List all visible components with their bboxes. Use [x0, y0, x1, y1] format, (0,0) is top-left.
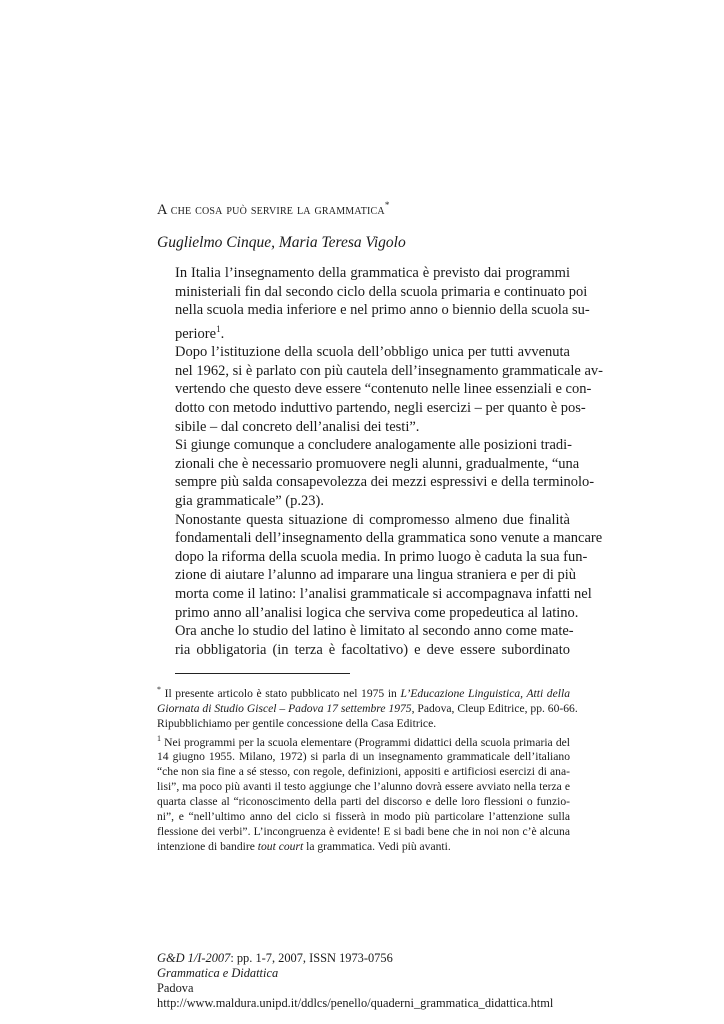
- footer-citation: [157, 951, 553, 966]
- footnote-source-title: Giornata di Studio Giscel – Padova 17 settembre 1975: [157, 701, 412, 715]
- body-line: nel 1962, si è parlato con più cautela dell’insegnamento grammaticale av-: [175, 362, 603, 379]
- footnote-text: Il presente articolo è stato pubblicato nel 1975 in: [161, 686, 401, 700]
- footnote-separator: [175, 673, 350, 674]
- body-line-text: periore: [175, 325, 217, 342]
- journal-issue: G&D 1/I-2007: [157, 951, 231, 965]
- body-line-text: .: [220, 325, 225, 342]
- body-line: Nonostante questa situazione di compromesso almeno due finalità: [175, 511, 570, 528]
- body-line: nella scuola media inferiore e nel primo anno o biennio della scuola su-: [175, 302, 590, 319]
- body-line: Ora anche lo studio del latino è limitato al secondo anno come mate-: [175, 623, 574, 640]
- footnote-source-title: L’Educazione Linguistica, Atti della: [400, 686, 570, 700]
- title-footnote-mark: *: [384, 200, 390, 210]
- footnote-1: [157, 732, 570, 855]
- journal-series: Grammatica e Didattica: [157, 966, 279, 980]
- footnote-line: [157, 732, 570, 751]
- footnote-line: flessione dei verbi”. L’incongruenza è evidente! E si badi bene che in noi non c’è alcuna: [157, 824, 570, 838]
- journal-details: : pp. 1-7, 2007, ISSN 1973-0756: [230, 951, 393, 965]
- footnote-line: [157, 840, 570, 855]
- footnote-line: Ripubblichiamo per gentile concessione della Casa Editrice.: [157, 716, 437, 730]
- footnote-text: Nei programmi per la scuola elementare (Programmi didattici della scuola primaria del: [161, 735, 570, 749]
- body-line: [157, 320, 570, 343]
- footnote-mark-1: 1: [157, 733, 161, 743]
- paragraph-4: [157, 511, 603, 623]
- body-line: vertendo che questo deve essere “contenuto nelle linee essenziali e con-: [175, 381, 592, 398]
- page-footer: [157, 951, 553, 1011]
- body-line: sempre più salda consapevolezza dei mezzi espressivi e della terminolo-: [175, 474, 595, 491]
- footnote-line: lisi”, ma poco più avanti il testo aggiunge che l’alunno dovrà essere avviato nella terza e: [157, 780, 570, 794]
- body-line: primo anno all’analisi logica che serviva come propedeutica al latino.: [175, 604, 579, 621]
- body-line: sibile – dal concreto dell’analisi dei testi”.: [175, 418, 420, 435]
- footnote-line: 14 giugno 1955. Milano, 1972) si parla di un insegnamento grammaticale dell’italiano: [157, 750, 570, 764]
- body-line: zione di aiutare l’alunno ad imparare una lingua straniera e per di più: [175, 567, 577, 584]
- body-line: zionali che è necessario promuovere negli alunni, gradualmente, “una: [175, 455, 580, 472]
- footnote-text: la grammatica. Vedi più avanti.: [303, 839, 451, 853]
- body-line: gia grammaticale” (p.23).: [175, 492, 324, 509]
- footnote-text: intenzione di bandire: [157, 839, 258, 853]
- body-line: In Italia l’insegnamento della grammatica è previsto dai programmi: [175, 265, 570, 281]
- footnotes: [157, 683, 578, 855]
- footnote-text: , Padova, Cleup Editrice, pp. 60-66.: [411, 701, 578, 715]
- footnote-line: ni”, e “nell’ultimo anno del ciclo si fisserà in modo più particolare l’attenzione sulla: [157, 809, 570, 823]
- body-line: ria obbligatoria (in terza è facoltativo) e deve essere subordinato: [175, 641, 570, 658]
- paragraph-3: [157, 436, 595, 510]
- paragraph-5: [157, 622, 574, 659]
- body-line: dopo la riforma della scuola media. In primo luogo è caduta la sua fun-: [175, 548, 588, 565]
- body-line: Dopo l’istituzione della scuola dell’obbligo unica per tutti avvenuta: [175, 344, 570, 361]
- footnote-emphasis: tout court: [257, 839, 304, 853]
- footnote-mark-star: *: [157, 685, 161, 694]
- article-title-text: A che cosa può servire la grammatica: [157, 201, 385, 218]
- footnote-line: “che non sia fine a sé stesso, con regole, definizioni, appositi e artificiosi esercizi di ana-: [157, 765, 570, 779]
- footnote-line: [157, 683, 570, 702]
- footnote-line: [157, 701, 578, 717]
- body-line: ministeriali fin dal secondo ciclo della scuola primaria e continuato poi: [175, 283, 588, 300]
- article-body: [157, 264, 603, 659]
- journal-url-link[interactable]: http://www.maldura.unipd.it/ddlcs/penello/quaderni_grammatica_didattica.html: [157, 996, 554, 1010]
- article-title: [157, 200, 390, 219]
- article-authors: Guglielmo Cinque, Maria Teresa Vigolo: [157, 234, 406, 251]
- footnote-line: quarta classe al “riconoscimento della parti del discorso e delle loro flessioni o funzio-: [157, 795, 570, 809]
- body-line: dotto con metodo induttivo partendo, negli esercizi – per quanto è pos-: [175, 399, 586, 416]
- footnote-ref-1[interactable]: 1: [216, 323, 221, 334]
- paragraph-2: [157, 343, 603, 436]
- body-line: fondamentali dell’insegnamento della grammatica sono venute a mancare: [175, 530, 603, 547]
- publisher-city: Padova: [157, 981, 194, 995]
- footnote-star: [157, 683, 578, 732]
- body-line: Si giunge comunque a concludere analogamente alle posizioni tradi-: [175, 437, 573, 454]
- paragraph-1: [157, 264, 590, 343]
- body-line: morta come il latino: l’analisi grammaticale si accompagnava infatti nel: [175, 585, 592, 602]
